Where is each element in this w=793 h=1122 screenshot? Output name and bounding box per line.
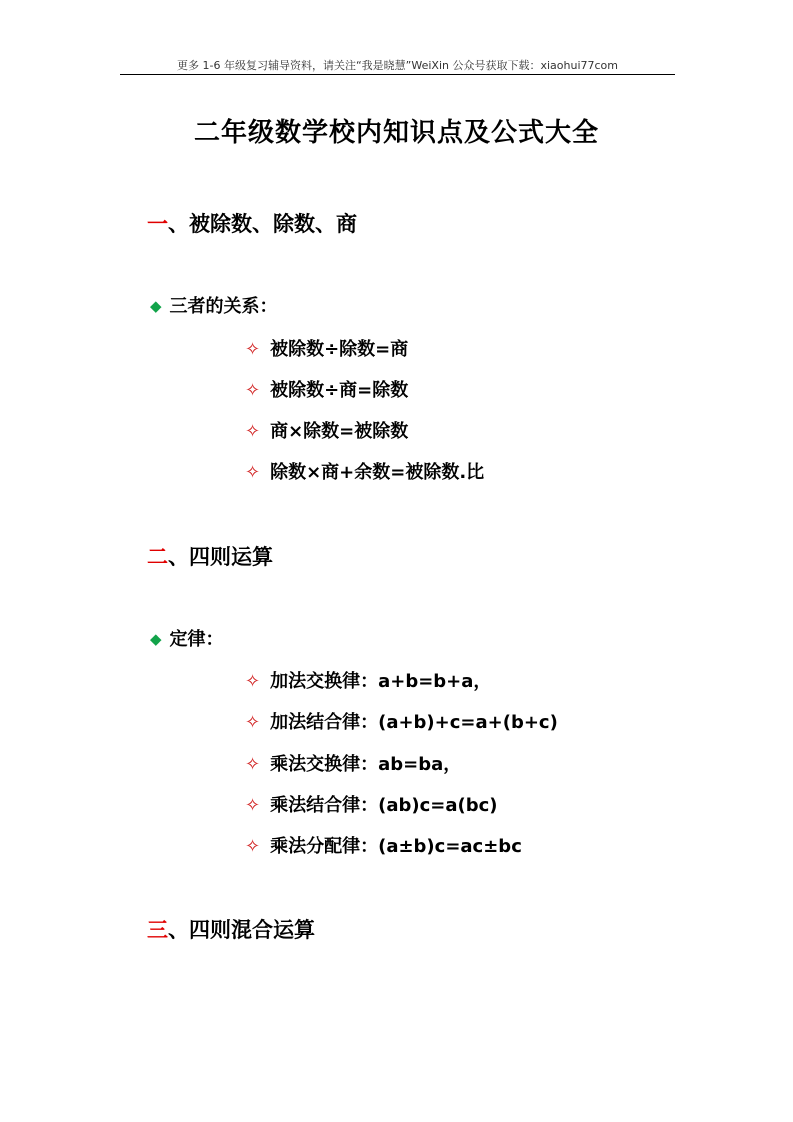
section-heading-3	[147, 914, 315, 944]
list-item	[245, 750, 461, 776]
section-separator: 、	[168, 212, 189, 236]
item-text: 乘法分配律：(a±b)c=ac±bc	[270, 836, 522, 857]
four-point-star-icon: ✧	[245, 671, 261, 692]
document-title: 二年级数学校内知识点及公式大全	[193, 118, 599, 148]
list-item	[245, 458, 484, 484]
list-item	[245, 832, 522, 858]
diamond-icon: ◆	[150, 297, 162, 315]
subheading-relationship	[150, 292, 278, 318]
diamond-icon: ◆	[150, 630, 162, 648]
subheading-label: 定律：	[169, 629, 224, 650]
subheading-laws	[150, 625, 224, 651]
section-title: 四则混合运算	[189, 918, 315, 942]
list-item	[245, 791, 497, 817]
four-point-star-icon: ✧	[245, 380, 261, 401]
section-number: 一	[147, 212, 168, 236]
item-text: 被除数÷商=除数	[270, 380, 409, 401]
item-text: 商×除数=被除数	[270, 421, 409, 442]
page-header-text: 更多 1-6 年级复习辅导资料，请关注“我是晓慧”WeiXin 公众号获取下载：xiaohui77com	[177, 59, 618, 72]
list-item	[245, 417, 408, 443]
four-point-star-icon: ✧	[245, 339, 261, 360]
four-point-star-icon: ✧	[245, 836, 261, 857]
section-number: 三	[147, 918, 168, 942]
section-heading-1	[147, 208, 357, 238]
section-number: 二	[147, 545, 168, 569]
subheading-label: 三者的关系：	[169, 296, 278, 317]
four-point-star-icon: ✧	[245, 462, 261, 483]
section-separator: 、	[168, 918, 189, 942]
four-point-star-icon: ✧	[245, 754, 261, 775]
section-heading-2	[147, 541, 273, 571]
list-item	[245, 335, 408, 361]
section-title: 被除数、除数、商	[189, 212, 357, 236]
item-text: 加法结合律：(a+b)+c=a+(b+c)	[270, 712, 558, 733]
item-text: 除数×商+余数=被除数.比	[270, 462, 485, 483]
section-separator: 、	[168, 545, 189, 569]
list-item	[245, 376, 408, 402]
four-point-star-icon: ✧	[245, 795, 261, 816]
item-text: 乘法结合律：(ab)c=a(bc)	[270, 795, 498, 816]
list-item	[245, 708, 558, 734]
list-item	[245, 667, 491, 693]
header-divider	[120, 74, 675, 75]
four-point-star-icon: ✧	[245, 421, 261, 442]
four-point-star-icon: ✧	[245, 712, 261, 733]
section-title: 四则运算	[189, 545, 273, 569]
item-text: 被除数÷除数=商	[270, 339, 409, 360]
item-text: 乘法交换律：ab=ba，	[270, 754, 462, 775]
item-text: 加法交换律：a+b=b+a，	[270, 671, 492, 692]
